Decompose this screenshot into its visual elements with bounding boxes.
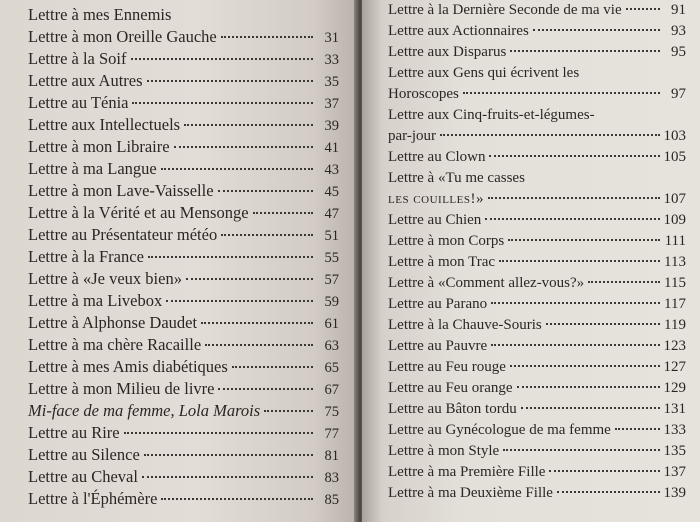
page-number: 63 (324, 338, 339, 354)
toc-entry: Lettre au Feu rouge 127 (388, 357, 686, 378)
page-number: 119 (664, 317, 686, 333)
page-number: 51 (324, 228, 339, 244)
page-number: 127 (663, 359, 686, 375)
toc-entry-continuation: par-jour 103 (388, 126, 686, 147)
toc-entry: Lettre à mon Oreille Gauche 31 (28, 26, 339, 48)
page-number: 117 (664, 296, 686, 312)
toc-entry: Lettre à ma Deuxième Fille 139 (388, 483, 686, 504)
toc-entry: Lettre aux Actionnaires 93 (388, 21, 686, 42)
toc-entry: Lettre à la Vérité et au Mensonge 47 (28, 202, 339, 224)
toc-entry: Lettre à «Je veux bien» 57 (28, 268, 339, 290)
toc-entry-continuation: Horoscopes 97 (388, 84, 686, 105)
page-number: 37 (324, 96, 339, 112)
page-number: 65 (324, 360, 339, 376)
toc-entry: Mi-face de ma femme, Lola Marois 75 (28, 400, 339, 422)
toc-entry: Lettre à mon Libraire 41 (28, 136, 339, 158)
page-number: 31 (324, 30, 339, 46)
toc-entry: Lettre à la Dernière Seconde de ma vie 91 (388, 0, 686, 21)
toc-entry-first-line: Lettre aux Gens qui écrivent les (388, 65, 580, 81)
toc-entry: Lettre au Pauvre 123 (388, 336, 686, 357)
toc-entry-first-line: Lettre aux Cinq-fruits-et-légumes- (388, 107, 595, 123)
toc-entry: Lettre à mes Ennemis (28, 5, 172, 24)
toc-entry: Lettre aux Autres 35 (28, 70, 339, 92)
page-number: 35 (324, 74, 339, 90)
toc-entry: Lettre au Feu orange 129 (388, 378, 686, 399)
page-number: 109 (663, 212, 686, 228)
page-number: 81 (324, 448, 339, 464)
right-page (362, 0, 700, 522)
page-number: 139 (663, 485, 686, 501)
page-number: 131 (663, 401, 686, 417)
page-number: 137 (663, 464, 686, 480)
toc-entry: Lettre à Alphonse Daudet 61 (28, 312, 339, 334)
toc-entry: Lettre au Chien 109 (388, 210, 686, 231)
page-number: 85 (324, 492, 339, 508)
page-number: 57 (324, 272, 339, 288)
page-number: 135 (663, 443, 686, 459)
toc-entry-continuation: les couilles!» 107 (388, 189, 686, 210)
page-number: 95 (671, 44, 686, 60)
toc-entry: Lettre à ma Langue 43 (28, 158, 339, 180)
page-number: 61 (324, 316, 339, 332)
page-number: 59 (324, 294, 339, 310)
page-number: 39 (324, 118, 339, 134)
toc-entry: Lettre au Parano 117 (388, 294, 686, 315)
page-number: 105 (663, 149, 686, 165)
toc-entry: Lettre au Clown 105 (388, 147, 686, 168)
toc-entry: Lettre à ma Première Fille 137 (388, 462, 686, 483)
toc-entry: Lettre à ma chère Racaille 63 (28, 334, 339, 356)
page-number: 97 (671, 86, 686, 102)
toc-entry: Lettre à mon Lave-Vaisselle 45 (28, 180, 339, 202)
page-number: 43 (324, 162, 339, 178)
toc-entry: Lettre aux Intellectuels 39 (28, 114, 339, 136)
page-number: 33 (324, 52, 339, 68)
toc-entry: Lettre à mon Milieu de livre 67 (28, 378, 339, 400)
page-number: 93 (671, 23, 686, 39)
toc-entry: Lettre à «Comment allez-vous?» 115 (388, 273, 686, 294)
toc-entry: Lettre à mes Amis diabétiques 65 (28, 356, 339, 378)
page-number: 83 (324, 470, 339, 486)
toc-entry: Lettre au Gynécologue de ma femme 133 (388, 420, 686, 441)
page-number: 77 (324, 426, 339, 442)
toc-entry: Lettre à la Soif 33 (28, 48, 339, 70)
toc-entry: Lettre au Ténia 37 (28, 92, 339, 114)
page-number: 133 (663, 422, 686, 438)
page-number: 129 (663, 380, 686, 396)
toc-entry: Lettre au Présentateur météo 51 (28, 224, 339, 246)
toc-entry: Lettre à ma Livebox 59 (28, 290, 339, 312)
toc-entry: Lettre à l'Éphémère 85 (28, 488, 339, 510)
toc-entry: Lettre aux Disparus 95 (388, 42, 686, 63)
toc-entry: Lettre au Cheval 83 (28, 466, 339, 488)
toc-entry: Lettre à mon Style 135 (388, 441, 686, 462)
toc-entry: Lettre au Silence 81 (28, 444, 339, 466)
page-number: 113 (664, 254, 686, 270)
page-number: 75 (324, 404, 339, 420)
toc-entry: Lettre à la France 55 (28, 246, 339, 268)
toc-entry-first-line: Lettre à «Tu me casses (388, 170, 525, 186)
page-number: 55 (324, 250, 339, 266)
toc-entry: Lettre à la Chauve-Souris 119 (388, 315, 686, 336)
toc-entry: Lettre à mon Trac 113 (388, 252, 686, 273)
toc-entry: Lettre au Rire 77 (28, 422, 339, 444)
page-number: 45 (324, 184, 339, 200)
page-number: 67 (324, 382, 339, 398)
page-number: 47 (324, 206, 339, 222)
page-number: 115 (664, 275, 686, 291)
page-number: 111 (664, 233, 686, 249)
page-number: 91 (671, 2, 686, 18)
page-number: 41 (324, 140, 339, 156)
page-number: 123 (663, 338, 686, 354)
toc-entry: Lettre à mon Corps 111 (388, 231, 686, 252)
toc-entry: Lettre au Bâton tordu 131 (388, 399, 686, 420)
page-number: 107 (663, 191, 686, 207)
page-number: 103 (663, 128, 686, 144)
